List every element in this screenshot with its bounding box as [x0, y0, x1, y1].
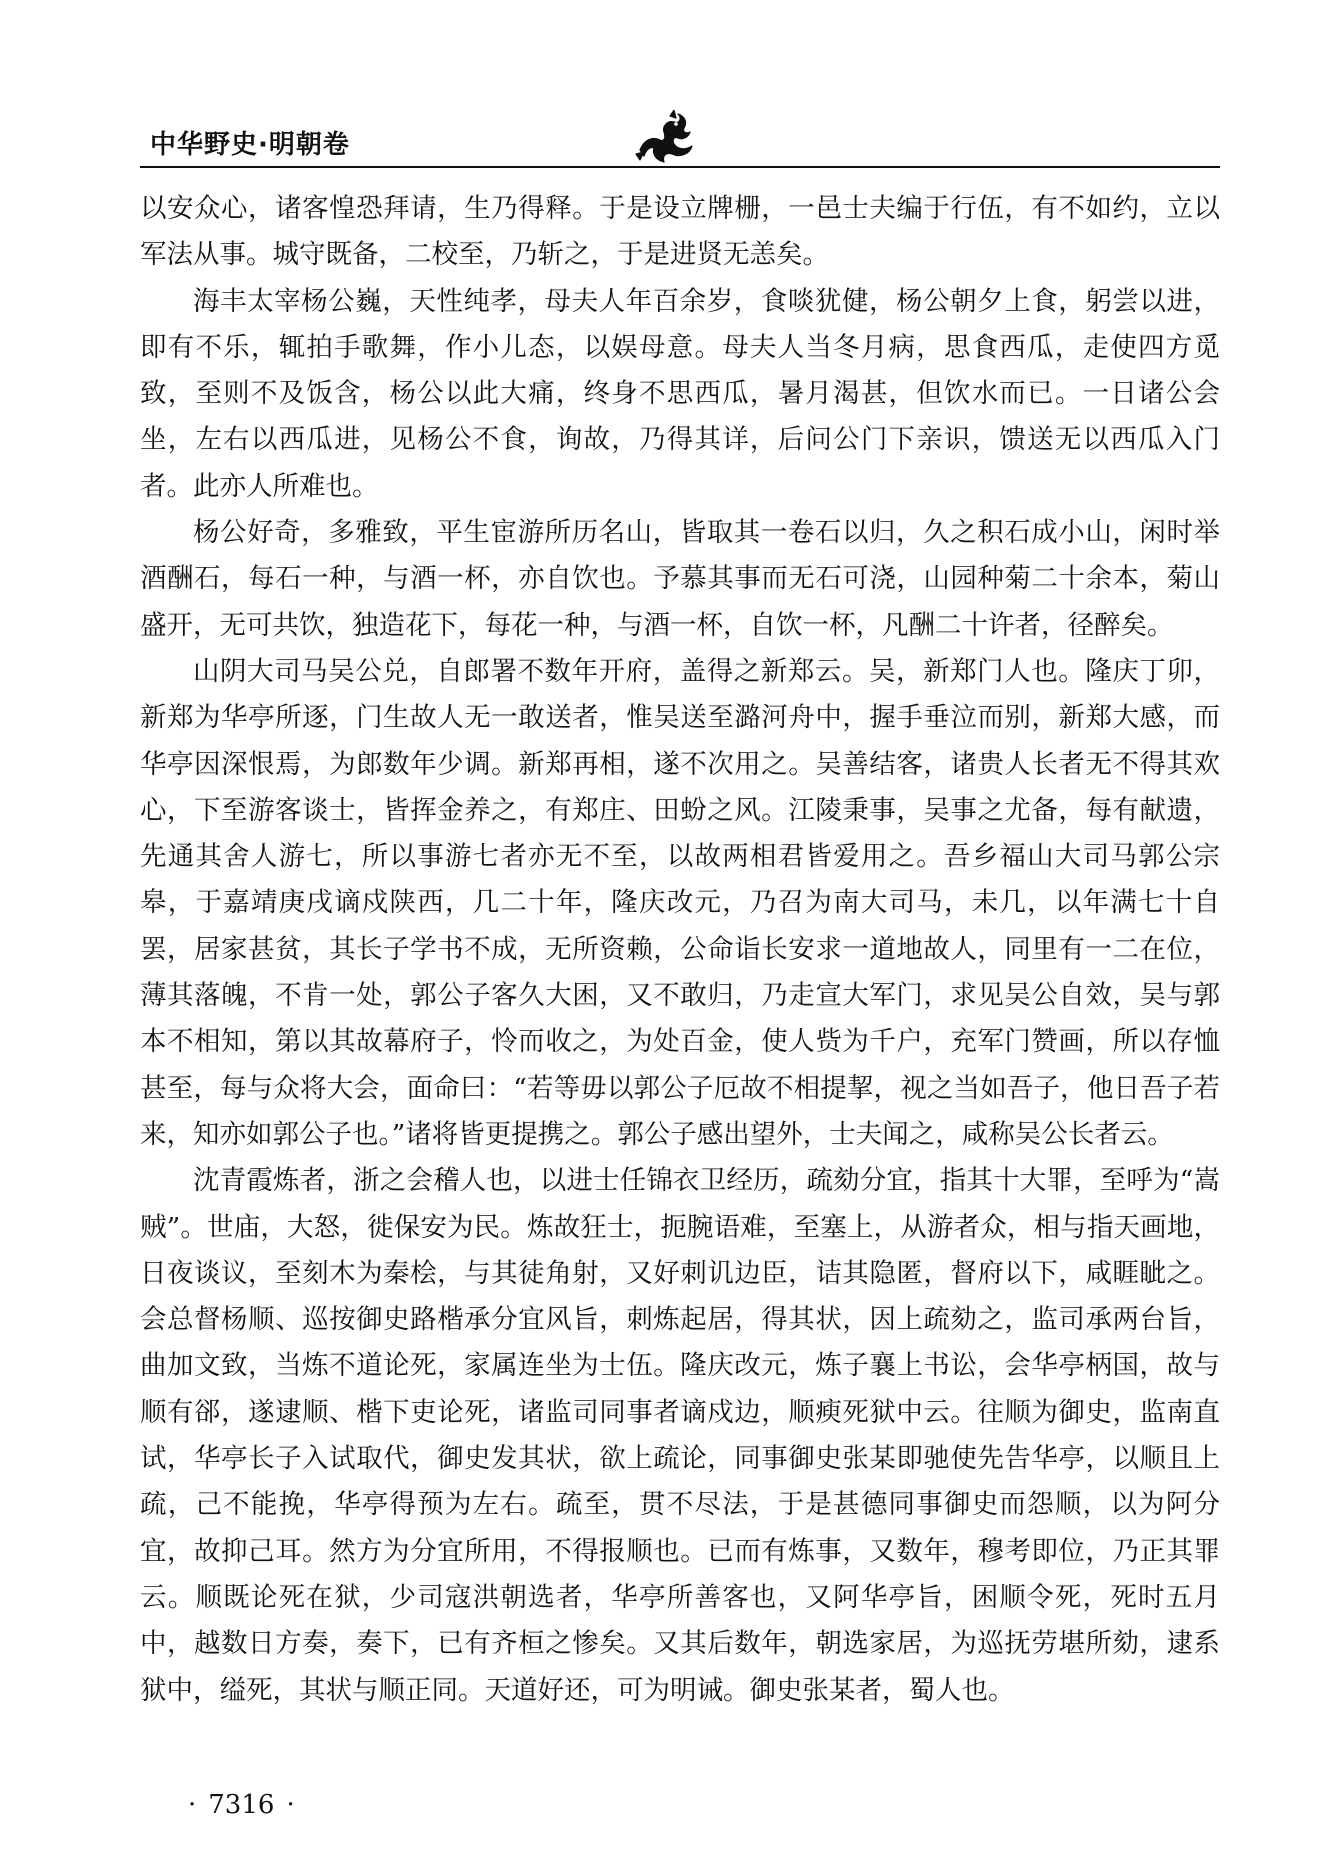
page-number: 7316 [208, 1790, 275, 1820]
paragraph: 山阴大司马吴公兑，自郎署不数年开府，盖得之新郑云。吴，新郑门人也。隆庆丁卯，新郑为华亭所逐，门生故人无一敢送者，惟吴送至潞河舟中，握手垂泣而别，新郑大感，而华亭因深恨焉，为郎数年少调。新郑再相，遂不次用之。吴善结客，诸贵人长者无不得其欢心，下至游客谈士，皆挥金养之，有郑庄、田蚡之风。江陵秉事，吴事之尤备，每有献遗，先通其舍人游七，所以事游七者亦无不至，以故两相君皆爱用之。吾乡福山大司马郭公宗皋，于嘉靖庚戌谪戍陕西，几二十年，隆庆改元，乃召为南大司马，未几，以年满七十自罢，居家甚贫，其长子学书不成，无所资赖，公命诣长安求一道地故人，同里有一二在位，薄其落魄，不肯一处，郭公子客久大困，又不敢归，乃走宣大军门，求见吴公自效，吴与郭本不相知，第以其故幕府子，怜而收之，为处百金，使人赀为千户，充军门赞画，所以存恤甚至，每与众将大会，面命曰：“若等毋以郭公子厄故不相提挈，视之当如吾子，他日吾子若来，知亦如郭公子也。”诸将皆更提携之。郭公子感出望外，士夫闻之，咸称吴公长者云。 [140, 655, 1220, 1150]
paragraph: 杨公好奇，多雅致，平生宦游所历名山，皆取其一卷石以归，久之积石成小山，闲时举酒酬石，每石一种，与酒一杯，亦自饮也。予慕其事而无石可浇，山园种菊二十余本，菊山盛开，无可共饮，独造花下，每花一种，与酒一杯，自饮一杯，凡酬二十许者，径醉矣。 [140, 517, 1220, 641]
paragraph: 海丰太宰杨公巍，天性纯孝，母夫人年百余岁，食啖犹健，杨公朝夕上食，躬尝以进，即有不乐，辄拍手歌舞，作小儿态，以娱母意。母夫人当冬月病，思食西瓜，走使四方觅致，至则不及饭含，杨公以此大痛，终身不思西瓜，暑月渴甚，但饮水而已。一日诸公会坐，左右以西瓜进，见杨公不食，询故，乃得其详，后问公门下亲识，馈送无以西瓜入门者。此亦人所难也。 [140, 285, 1220, 502]
dragon-emblem-icon [630, 110, 700, 168]
paragraph: 沈青霞炼者，浙之会稽人也，以进士任锦衣卫经历，疏劾分宜，指其十大罪，至呼为“嵩贼”。世庙，大怒，徙保安为民。炼故狂士，扼腕语难，至塞上，从游者众，相与指天画地，日夜谈议，至刻木为秦桧，与其徒角射，又好刺讥边臣，诘其隐匿，督府以下，咸睚眦之。会总督杨顺、巡按御史路楷承分宜风旨，刺炼起居，得其状，因上疏劾之，监司承两台旨，曲加文致，当炼不道论死，家属连坐为士伍。隆庆改元，炼子襄上书讼，会华亭柄国，故与顺有郤，遂逮顺、楷下吏论死，诸监司同事者谪戍边，顺瘐死狱中云。往顺为御史，监南直试，华亭长子入试取代，御史发其状，欲上疏论，同事御史张某即驰使先告华亭，以顺且上疏，己不能挽，华亭得预为左右。疏至，贯不尽法，于是甚德同事御史而怨顺，以为阿分宜，故抑己耳。然方为分宜所用，不得报顺也。已而有炼事，又数年，穆考即位，乃正其罪云。顺既论死在狱，少司寇洪朝选者，华亭所善客也，又阿华亭旨，困顺令死，死时五月中，越数日方奏，奏下，已有齐桓之惨矣。又其后数年，朝选家居，为巡抚劳堪所劾，逮系狱中，缢死，其状与顺正同。天道好还，可为明诫。御史张某者，蜀人也。 [140, 1165, 1220, 1706]
header-rule [140, 166, 1220, 168]
running-header [140, 110, 1220, 170]
running-head-title: 中华野史·明朝卷 [150, 130, 350, 160]
folio-dot: · [188, 1790, 197, 1820]
paragraph: 以安众心，诸客惶恐拜请，生乃得释。于是设立牌栅，一邑士夫编于行伍，有不如约，立以军法从事。城守既备，二校至，乃斩之，于是进贤无恙矣。 [140, 193, 1220, 271]
page-folio [176, 1790, 307, 1820]
folio-dot: · [286, 1790, 295, 1820]
body-text [140, 186, 1220, 1714]
